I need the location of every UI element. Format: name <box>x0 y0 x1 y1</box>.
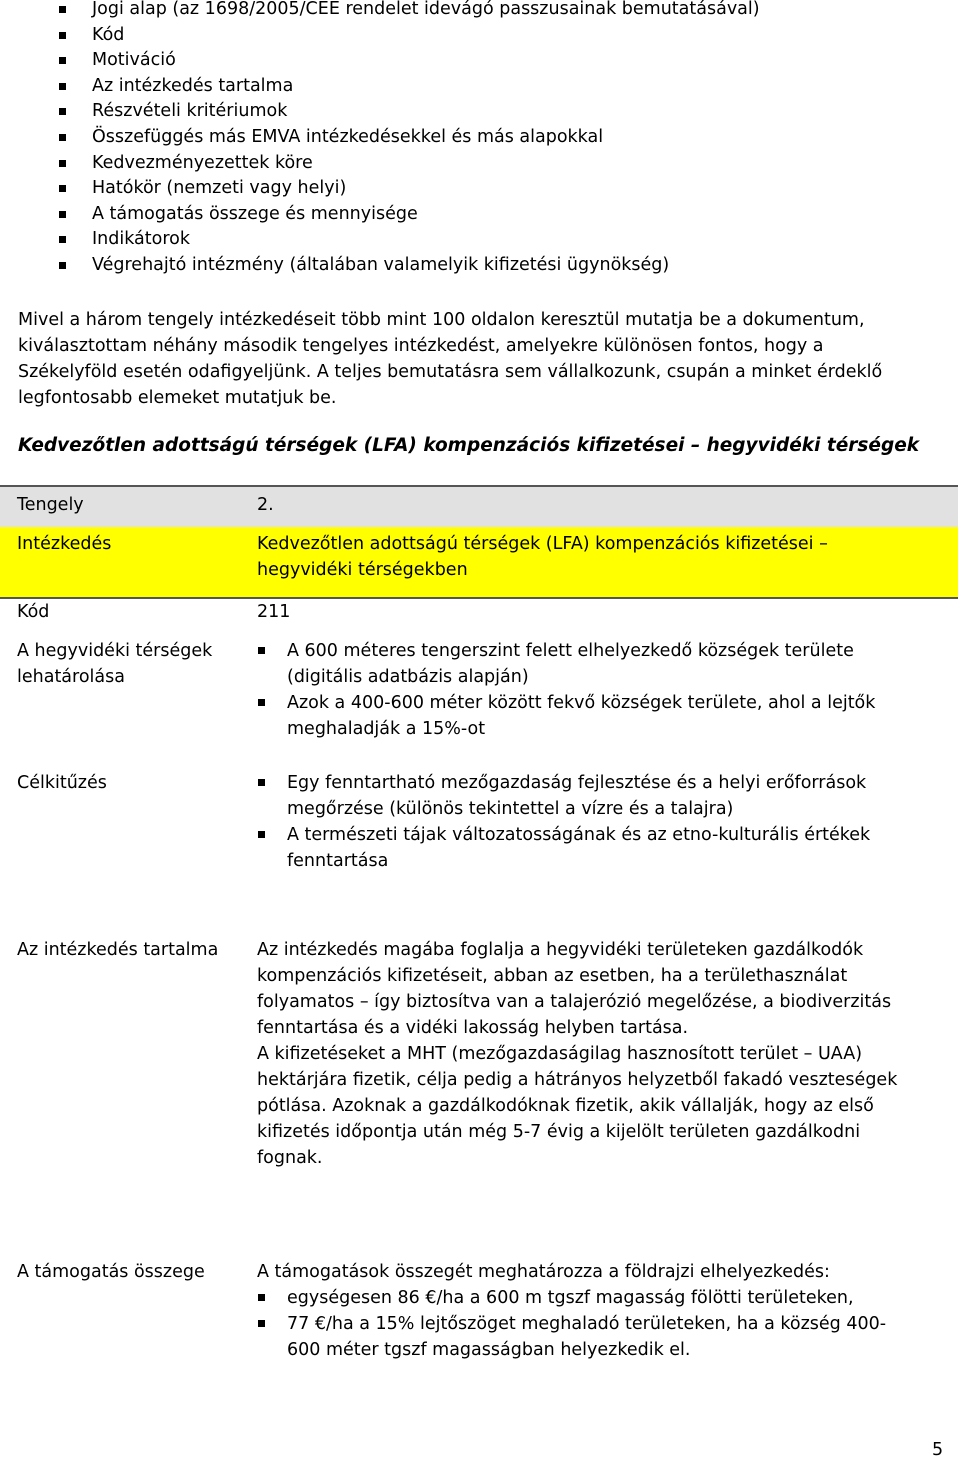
list-item: Egy fenntartható mezőgazdaság fejlesztése és a helyi erőforrások megőrzése (különös tekintettel a vízre és a talajra) <box>257 770 907 822</box>
outline-item: Motiváció <box>0 48 760 74</box>
outline-item: Kód <box>0 23 760 49</box>
lehatarolas-label: A hegyvidéki térségek lehatárolása <box>17 641 213 687</box>
square-bullet-icon <box>59 57 66 64</box>
list-item: Azok a 400-600 méter között fekvő községek területe, ahol a lejtők meghaladják a 15%-ot <box>257 690 907 742</box>
square-bullet-icon <box>59 134 66 141</box>
page-number: 5 <box>932 1440 944 1460</box>
outline-item: Végrehajtó intézmény (általában valamelyik kifizetési ügynökség) <box>0 253 760 279</box>
outline-item: Az intézkedés tartalma <box>0 74 760 100</box>
list-item: egységesen 86 €/ha a 600 m tgszf magasság fölötti területeken, <box>257 1285 917 1311</box>
square-bullet-icon <box>59 185 66 192</box>
square-bullet-icon <box>59 108 66 115</box>
outline-item: Kedvezményezettek köre <box>0 151 760 177</box>
list-item: 77 €/ha a 15% lejtőszöget meghaladó területeken, ha a község 400-600 méter tgszf magasságban helyezkedik el. <box>257 1311 917 1363</box>
celkituzes-label: Célkitűzés <box>17 773 107 793</box>
intezkedes-label: Intézkedés <box>17 534 112 554</box>
outline-item: Összefüggés más EMVA intézkedésekkel és más alapokkal <box>0 125 760 151</box>
square-bullet-icon <box>258 1294 265 1301</box>
outline-item: Jogi alap (az 1698/2005/CEE rendelet idevágó passzusainak bemutatásával) <box>0 0 760 23</box>
square-bullet-icon <box>258 831 265 838</box>
lehatarolas-list <box>257 638 907 742</box>
square-bullet-icon <box>59 211 66 218</box>
outline-item: Indikátorok <box>0 227 760 253</box>
square-bullet-icon <box>59 83 66 90</box>
celkituzes-list <box>257 770 907 874</box>
square-bullet-icon <box>258 699 265 706</box>
list-item: A természeti tájak változatosságának és az etno-kulturális értékek fenntartása <box>257 822 907 874</box>
square-bullet-icon <box>59 6 66 13</box>
osszeg-list <box>257 1285 917 1363</box>
square-bullet-icon <box>258 779 265 786</box>
outline-item: Részvételi kritériumok <box>0 99 760 125</box>
square-bullet-icon <box>59 160 66 167</box>
square-bullet-icon <box>59 32 66 39</box>
intro-paragraph: Mivel a három tengely intézkedéseit több mint 100 oldalon keresztül mutatja be a dokumentum, kiválasztottam néhány második tengelyes intézkedést, amelyekre különösen fontos, hogy a Székelyföld esetén odafigyeljünk. A teljes bemutatásra sem vállalkozunk, csupán a minket érdeklő legfontosabb elemeket mutatjuk be. <box>18 310 883 408</box>
content-outline-list <box>0 0 760 279</box>
section-heading: Kedvezőtlen adottságú térségek (LFA) kompenzációs kifizetései – hegyvidéki térségek <box>18 435 920 456</box>
table-row-tengely <box>0 485 958 529</box>
osszeg-label: A támogatás összege <box>17 1262 205 1282</box>
kod-label: Kód <box>17 602 50 622</box>
kod-value: 211 <box>257 602 291 622</box>
tartalom-paragraph-2: A kifizetéseket a MHT (mezőgazdaságilag hasznosított terület – UAA) hektárjára fizetik, célja pedig a hátrányos helyzetből fakadó veszteségek pótlása. Azoknak a gazdálkodóknak fizetik, akik vállalják, hogy az első kifizetés időpontja után még 5-7 évig a kijelölt területen gazdálkodni fognak. <box>257 1044 898 1168</box>
square-bullet-icon <box>59 262 66 269</box>
table-row-intezkedes <box>0 527 958 599</box>
osszeg-intro: A támogatások összegét meghatározza a földrajzi elhelyezkedés: <box>257 1262 830 1282</box>
tengely-value: 2. <box>257 495 274 515</box>
list-item: A 600 méteres tengerszint felett elhelyezkedő községek területe (digitális adatbázis alapján) <box>257 638 907 690</box>
square-bullet-icon <box>258 647 265 654</box>
tartalom-label: Az intézkedés tartalma <box>17 940 219 960</box>
osszeg-content <box>257 1259 917 1363</box>
square-bullet-icon <box>59 236 66 243</box>
tartalom-paragraph-1: Az intézkedés magába foglalja a hegyvidéki területeken gazdálkodók kompenzációs kifizetéseit, abban az esetben, ha a területhasználat folyamatos – így biztosítva van a talajerózió megelőzése, a biodiverzitás fenntartása és a vidéki lakosság helyben tartása. <box>257 940 892 1038</box>
outline-item: A támogatás összege és mennyisége <box>0 202 760 228</box>
square-bullet-icon <box>258 1320 265 1327</box>
tartalom-text <box>257 937 922 1171</box>
tengely-label: Tengely <box>17 495 84 515</box>
intezkedes-value: Kedvezőtlen adottságú térségek (LFA) kompenzációs kifizetései – hegyvidéki térségekben <box>257 534 828 580</box>
outline-item: Hatókör (nemzeti vagy helyi) <box>0 176 760 202</box>
